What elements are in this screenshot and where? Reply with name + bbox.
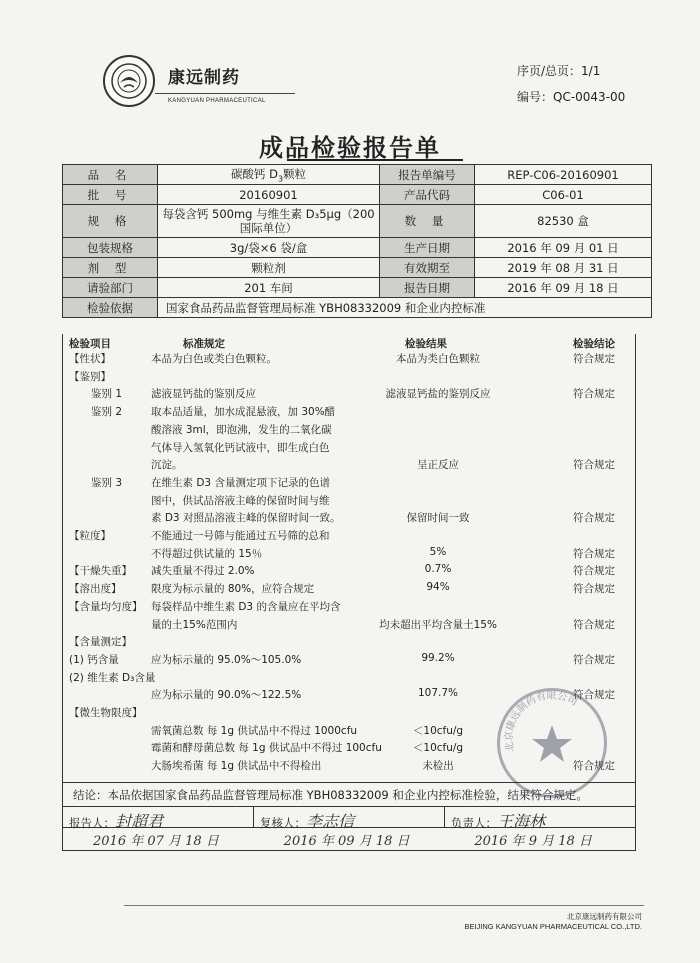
company-name: 康远制药 [168, 68, 240, 88]
mfg-date: 2016 年 09 月 01 日 [475, 238, 652, 258]
footer-company-cn: 北京康远制药有限公司 [567, 912, 642, 921]
result-standard: 霉菌和酵母菌总数 每 1g 供试品中不得过 100cfu [151, 742, 382, 755]
pack-label: 包装规格 [63, 238, 158, 258]
logo-icon [109, 61, 149, 101]
document-number: 编号：QC-0043-00 [517, 90, 626, 104]
owner-date: 2016 年 9 月 18 日 [474, 834, 592, 849]
result-conclusion: 符合规定 [573, 459, 615, 472]
product-name: 碳酸钙 $D_3$颗粒 [158, 165, 380, 185]
code-label: 产品代码 [380, 185, 475, 205]
page-counter: 序页/总页：1/1 [517, 64, 601, 78]
result-item: (1) 钙含量 [69, 653, 119, 666]
header-divider [155, 93, 295, 94]
reporter-date: 2016 年 07 月 18 日 [93, 834, 219, 849]
result-value: 未检出 [422, 760, 454, 773]
owner-signature: 王海林 [497, 812, 546, 831]
result-value: 5% [429, 545, 447, 558]
owner-cell [445, 807, 635, 831]
reporter-cell [63, 807, 254, 831]
product-info-table [62, 164, 652, 318]
result-item: (2) 维生素 D₃含量 [69, 671, 156, 684]
seal-text: 北京康远制药有限公司 [503, 691, 580, 753]
form-label: 剂 型 [63, 258, 158, 278]
result-standard: 素 D3 对照品溶液主峰的保留时间一致。 [151, 512, 341, 525]
header-item: 检验项目 [69, 338, 111, 350]
result-value: 呈正反应 [417, 459, 459, 472]
conclusion: 结论：本品依据国家食品药品监督管理局标准 YBH08332009 和企业内控标准检验，结果符合规定。 [63, 783, 635, 807]
result-standard: 滤液显钙盐的鉴别反应 [151, 388, 256, 401]
result-standard: 不能通过一号筛与能通过五号筛的总和 [151, 530, 330, 542]
owner-label: 负责人： [451, 816, 497, 830]
reviewer-cell [254, 807, 445, 831]
report-date: 2016 年 09 月 18 日 [475, 278, 652, 298]
result-value: ＜10cfu/g [412, 724, 464, 737]
page-title: 成品检验报告单 [259, 133, 441, 162]
header-conclusion: 检验结论 [573, 338, 615, 350]
header-standard: 标准规定 [183, 338, 225, 350]
result-standard: 在维生素 D3 含量测定项下记录的色谱 [151, 476, 330, 489]
test-basis: 国家食品药品监督管理局标准 YBH08332009 和企业内控标准 [158, 298, 652, 318]
seal-star-icon [500, 691, 604, 795]
result-item: 鉴别 2 [91, 406, 123, 419]
batch-number: 20160901 [158, 185, 380, 205]
result-value: 0.7% [424, 563, 452, 576]
result-item: 【性状】 [69, 353, 111, 365]
result-item: 鉴别 3 [91, 476, 123, 489]
header-result: 检验结果 [405, 338, 447, 350]
result-item: 【粒度】 [69, 530, 111, 542]
result-standard: 减失重量不得过 2.0% [151, 565, 255, 578]
company-logo [103, 55, 155, 107]
report-number: REP-C06-20160901 [475, 165, 652, 185]
result-conclusion: 符合规定 [573, 760, 615, 773]
result-item: 【干燥失重】 [69, 565, 132, 578]
date-row [63, 828, 635, 850]
result-standard: 限度为标示量的 80%，应符合规定 [151, 583, 315, 596]
result-standard: 不得超过供试量的 15％ [151, 547, 263, 560]
name-label: 品 名 [63, 165, 158, 185]
mfg-date-label: 生产日期 [380, 238, 475, 258]
result-conclusion: 符合规定 [573, 583, 615, 596]
result-value: 保留时间一致 [406, 512, 470, 525]
result-value: 滤液显钙盐的鉴别反应 [385, 388, 491, 401]
signature-block [62, 782, 636, 851]
result-value: 99.2% [421, 651, 455, 664]
footer-divider [124, 905, 644, 906]
result-conclusion: 符合规定 [573, 618, 615, 631]
result-item: 鉴别 1 [91, 388, 123, 401]
quantity-label: 数 量 [380, 205, 475, 238]
result-conclusion: 符合规定 [573, 689, 615, 702]
result-value: 本品为类白色颗粒 [396, 353, 480, 365]
result-standard: 取本品适量，加水成混悬液，加 30%醋 [151, 406, 336, 419]
reviewer-signature: 李志信 [306, 812, 355, 831]
result-item: 【溶出度】 [69, 583, 122, 596]
report-date-label: 报告日期 [380, 278, 475, 298]
signature-row [63, 807, 635, 831]
result-conclusion: 符合规定 [573, 388, 615, 401]
footer-company-en: BEIJING KANGYUAN PHARMACEUTICAL CO.,LTD. [464, 922, 642, 931]
result-conclusion: 符合规定 [573, 653, 615, 666]
result-standard: 本品为白色或类白色颗粒。 [151, 353, 277, 365]
result-conclusion: 符合规定 [573, 353, 615, 365]
quantity: 82530 盒 [475, 205, 652, 238]
result-standard: 需氧菌总数 每 1g 供试品中不得过 1000cfu [151, 724, 358, 737]
result-item: 【微生物限度】 [69, 707, 143, 719]
result-value: 94% [426, 581, 450, 594]
reviewer-label: 复核人： [260, 816, 306, 830]
result-standard: 量的土15%范围内 [151, 618, 238, 631]
result-item: 【鉴别】 [69, 370, 111, 383]
result-standard: 图中，供试品溶液主峰的保留时间与维 [151, 494, 330, 507]
result-value: 均未超出平均含量土15% [379, 618, 497, 631]
title-underline [287, 159, 463, 161]
basis-label: 检验依据 [63, 298, 158, 318]
result-conclusion: 符合规定 [573, 547, 615, 560]
company-name-en: KANGYUAN PHARMACEUTICAL [168, 98, 266, 104]
result-conclusion: 符合规定 [573, 512, 615, 525]
specification: 每袋含钙 500mg 与维生素 D₃5μg（200 国际单位） [158, 205, 380, 238]
report-no-label: 报告单编号 [380, 165, 475, 185]
reporter-label: 报告人： [69, 816, 115, 830]
result-standard: 气体导入氢氧化钙试液中，即生成白色 [151, 441, 330, 454]
product-code: C06-01 [475, 185, 652, 205]
result-standard: 应为标示量的 95.0%～105.0% [151, 653, 302, 666]
result-item: 【含量测定】 [69, 636, 132, 649]
result-value: ＜10cfu/g [412, 742, 464, 755]
result-value: 107.7% [417, 687, 459, 700]
result-conclusion: 符合规定 [573, 565, 615, 578]
result-standard: 每袋样品中维生素 D3 的含量应在平均含 [151, 600, 341, 613]
dosage-form: 颗粒剂 [158, 258, 380, 278]
result-standard: 大肠埃希菌 每 1g 供试品中不得检出 [151, 760, 322, 773]
result-item: 【含量均匀度】 [69, 600, 143, 613]
dept-label: 请验部门 [63, 278, 158, 298]
expiry-label: 有效期至 [380, 258, 475, 278]
department: 201 车间 [158, 278, 380, 298]
batch-label: 批 号 [63, 185, 158, 205]
result-standard: 应为标示量的 90.0%～122.5% [151, 689, 302, 702]
reviewer-date: 2016 年 09 月 18 日 [283, 834, 410, 849]
result-standard: 沉淀。 [151, 459, 183, 472]
package-spec: 3g/袋×6 袋/盒 [158, 238, 380, 258]
result-standard: 酸溶液 3ml，即泡沸，发生的二氧化碳 [151, 423, 332, 436]
reporter-signature: 封超君 [115, 812, 164, 831]
spec-label: 规 格 [63, 205, 158, 238]
expiry-date: 2019 年 08 月 31 日 [475, 258, 652, 278]
